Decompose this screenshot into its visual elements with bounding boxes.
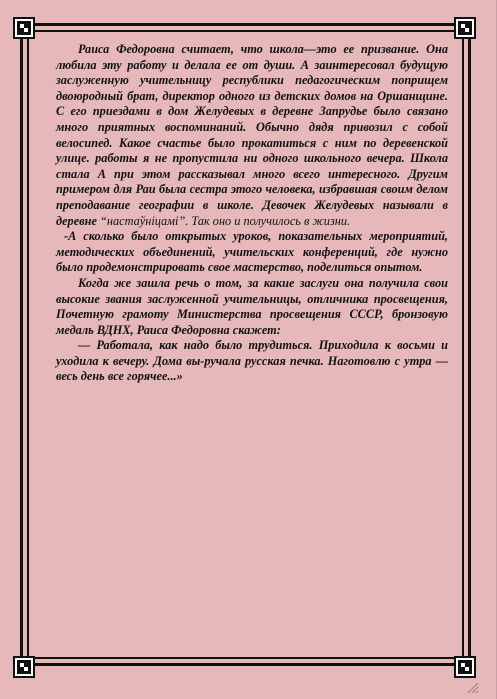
corner-ornament-icon: [454, 656, 476, 678]
resize-grip-icon[interactable]: [465, 679, 479, 693]
paragraph: [56, 42, 448, 229]
paragraph: [56, 276, 448, 338]
paragraph-text: — Работала, как надо было трудиться. Приходила к восьми и уходила к вечеру. Дома вы-ручала русская печка. Наготовлю с утра — весь день все горячее...»: [56, 338, 448, 384]
paragraph: [56, 338, 448, 385]
corner-ornament-icon: [13, 656, 35, 678]
paragraph-text: Раиса Федоровна считает, что школа—это ее призвание. Она любила эту работу и делала ее от души. А заинтересовал будущую заслуженную учительницу республики педагогическим поприщем двоюродный брат, директор одного из детских домов на Оршанщине. С его приездами в дом Желудевых в деревне Запрудье было связано много приятных воспоминаний. Обычно дядя привозил с собой велосипед. Какое счастье было прокатиться с ним по деревенской улице. работы я не пропустила ни одного школьного вечера. Школа стала А при этом рассказывал много всего интересного. Другим примером для Раи была сестра этого человека, избравшая своим делом преподавание географии в школе. Девочек Желудевых называли в деревне: [56, 42, 448, 228]
paragraph-tail: “настаўніцамі”. Так оно и получилось в жизни.: [100, 213, 351, 228]
corner-ornament-icon: [454, 17, 476, 39]
document-body: [56, 42, 448, 385]
paragraph-text: Когда же зашла речь о том, за какие заслуги она получила свои высокие звания заслуженной учительницы, отличника просвещения, Почетную грамоту Министерства просвещения СССР, бронзовую медаль ВДНХ, Раиса Федоровна скажет:: [56, 275, 448, 337]
paragraph: [56, 229, 448, 276]
paragraph-text: -А сколько было открытых уроков, показательных мероприятий, методических объединений, учительских конференций, где нужно было продемонстрировать свое мастерство, поделиться опытом.: [56, 229, 448, 275]
corner-ornament-icon: [13, 17, 35, 39]
